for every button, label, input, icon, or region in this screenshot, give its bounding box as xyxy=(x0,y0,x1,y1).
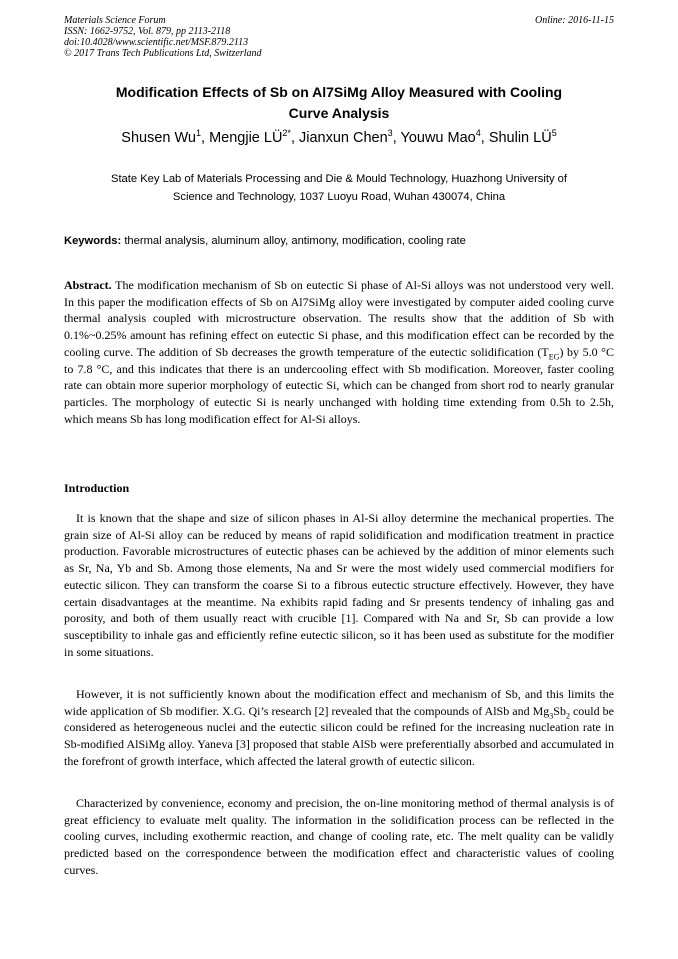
author-name: Youwu Mao xyxy=(400,130,476,146)
journal-copyright: © 2017 Trans Tech Publications Ltd, Switzerland xyxy=(64,48,262,59)
author-affiliation-mark: 1 xyxy=(196,128,202,139)
affiliation xyxy=(64,170,614,206)
journal-doi: doi:10.4028/www.scientific.net/MSF.879.2113 xyxy=(64,37,249,48)
journal-header xyxy=(64,15,262,59)
author-name: Shusen Wu xyxy=(121,130,196,146)
affiliation-line-1: State Key Lab of Materials Processing and Die & Mould Technology, Huazhong University of xyxy=(110,173,568,185)
author-affiliation-mark: 3 xyxy=(387,128,393,139)
author-name: Jianxun Chen xyxy=(299,130,388,146)
paper-title xyxy=(64,82,614,124)
title-line-1: Modification Effects of Sb on Al7SiMg Alloy Measured with Cooling xyxy=(115,84,563,100)
abstract-text: The modification mechanism of Sb on eutectic Si phase of Al-Si alloys was not understood very well. In this paper the modification effects of Sb on Al7SiMg alloy were investigated by computer aided cooling curve thermal analysis coupled with microstructure observation. The results show that the addition of Sb with 0.1%~0.25% amount has refining effect on eutectic Si phase, and this modification effect can be recorded by the cooling curve. The addition of Sb decreases the growth temperature of the eutectic solidification (T xyxy=(64,278,614,359)
keywords-text: thermal analysis, aluminum alloy, antimony, modification, cooling rate xyxy=(124,235,466,247)
abstract-label: Abstract. xyxy=(64,278,112,292)
title-line-2: Curve Analysis xyxy=(288,105,390,121)
author-name: Mengjie LÜ xyxy=(209,130,283,146)
author-list: Shusen Wu$^1$, Mengjie $LÜ^{2*}$, Jianxun Chen$^3$, Youwu Mao$^4$, Shulin $LÜ^5$ xyxy=(121,128,557,146)
keywords xyxy=(64,232,614,250)
abstract-subscript: EG xyxy=(548,352,560,362)
affiliation-line-2: Science and Technology, 1037 Luoyu Road, Wuhan 430074, China xyxy=(172,191,506,203)
keywords-label: Keywords: xyxy=(64,235,122,247)
intro-paragraph-3: Characterized by convenience, economy and precision, the on-line monitoring method of thermal analysis is of great efficiency to evaluate melt quality. The information in the solidification process can be reflected in the cooling curves, including exothermic reaction, and change of cooling rate, etc. The melt quality can be validly predicted based on the correspondence between the modification effect and characteristic values of cooling curves. xyxy=(64,796,614,877)
journal-name: Materials Science Forum xyxy=(64,15,166,26)
author-name: Shulin LÜ xyxy=(488,130,552,146)
section-heading-introduction: Introduction xyxy=(64,481,130,495)
author-affiliation-mark: 5 xyxy=(551,128,557,139)
intro-paragraph-1: It is known that the shape and size of silicon phases in Al-Si alloy determine the mechanical properties. The grain size of Al-Si alloy can be reduced by means of rapid solidification and modification treatment in practice production. Favorable microstructures of eutectic phases can be achieved by the addition of minor elements such as Sr, Na, Yb and Sb. Among those elements, Na and Sr were the most widely used commercial modifiers for eutectic silicon. They can transform the coarse Si to a fibrous eutectic structure effectively. However, they have certain disadvantages at the meantime. Na exhibits rapid fading and Sr presents tendency of inhaling gas and porosity, and both of them usually react with crucible [1]. Compared with Na and Sr, Sb can provide a low susceptibility to inhale gas and efficiently refine eutectic silicon, so it has been used as substitute for the modifier in some situations. xyxy=(64,511,614,659)
abstract-text-cont: ) by 5.0 °C to 7.8 °C, and this indicates that there is an undercooling effect with Sb modification. Moreover, faster cooling rate can obtain more superior morphology of eutectic Si, which can be changed from short rod to nearly granular particles. The morphology of eutectic Si is nearly unchanged with holding time extending from 0.5h to 2.5h, which means Sb has long modification effect for Al-Si alloys. xyxy=(64,344,614,426)
abstract xyxy=(64,277,614,427)
journal-issn: ISSN: 1662-9752, Vol. 879, pp 2113-2118 xyxy=(64,26,231,37)
online-date: Online: 2016-11-15 xyxy=(535,15,614,26)
author-affiliation-mark: 2* xyxy=(282,128,291,139)
author-affiliation-mark: 4 xyxy=(475,128,481,139)
intro-paragraph-2: However, it is not sufficiently known about the modification effect and mechanism of Sb, and this limits the wide application of Sb modifier. X.G. Qi’s research [2] revealed that the compounds of AlSb and $Mg_3Sb_2$ could be considered as heterogeneous nuclei and the eutectic silicon could be refined for the increasing nucleation rate in Sb-modified AlSiMg alloy. Yaneva [3] proposed that stable AlSb were preferentially absorbed and accumulated in the forefront of growth interface, which affected the lateral growth of eutectic silicon. xyxy=(64,687,614,768)
